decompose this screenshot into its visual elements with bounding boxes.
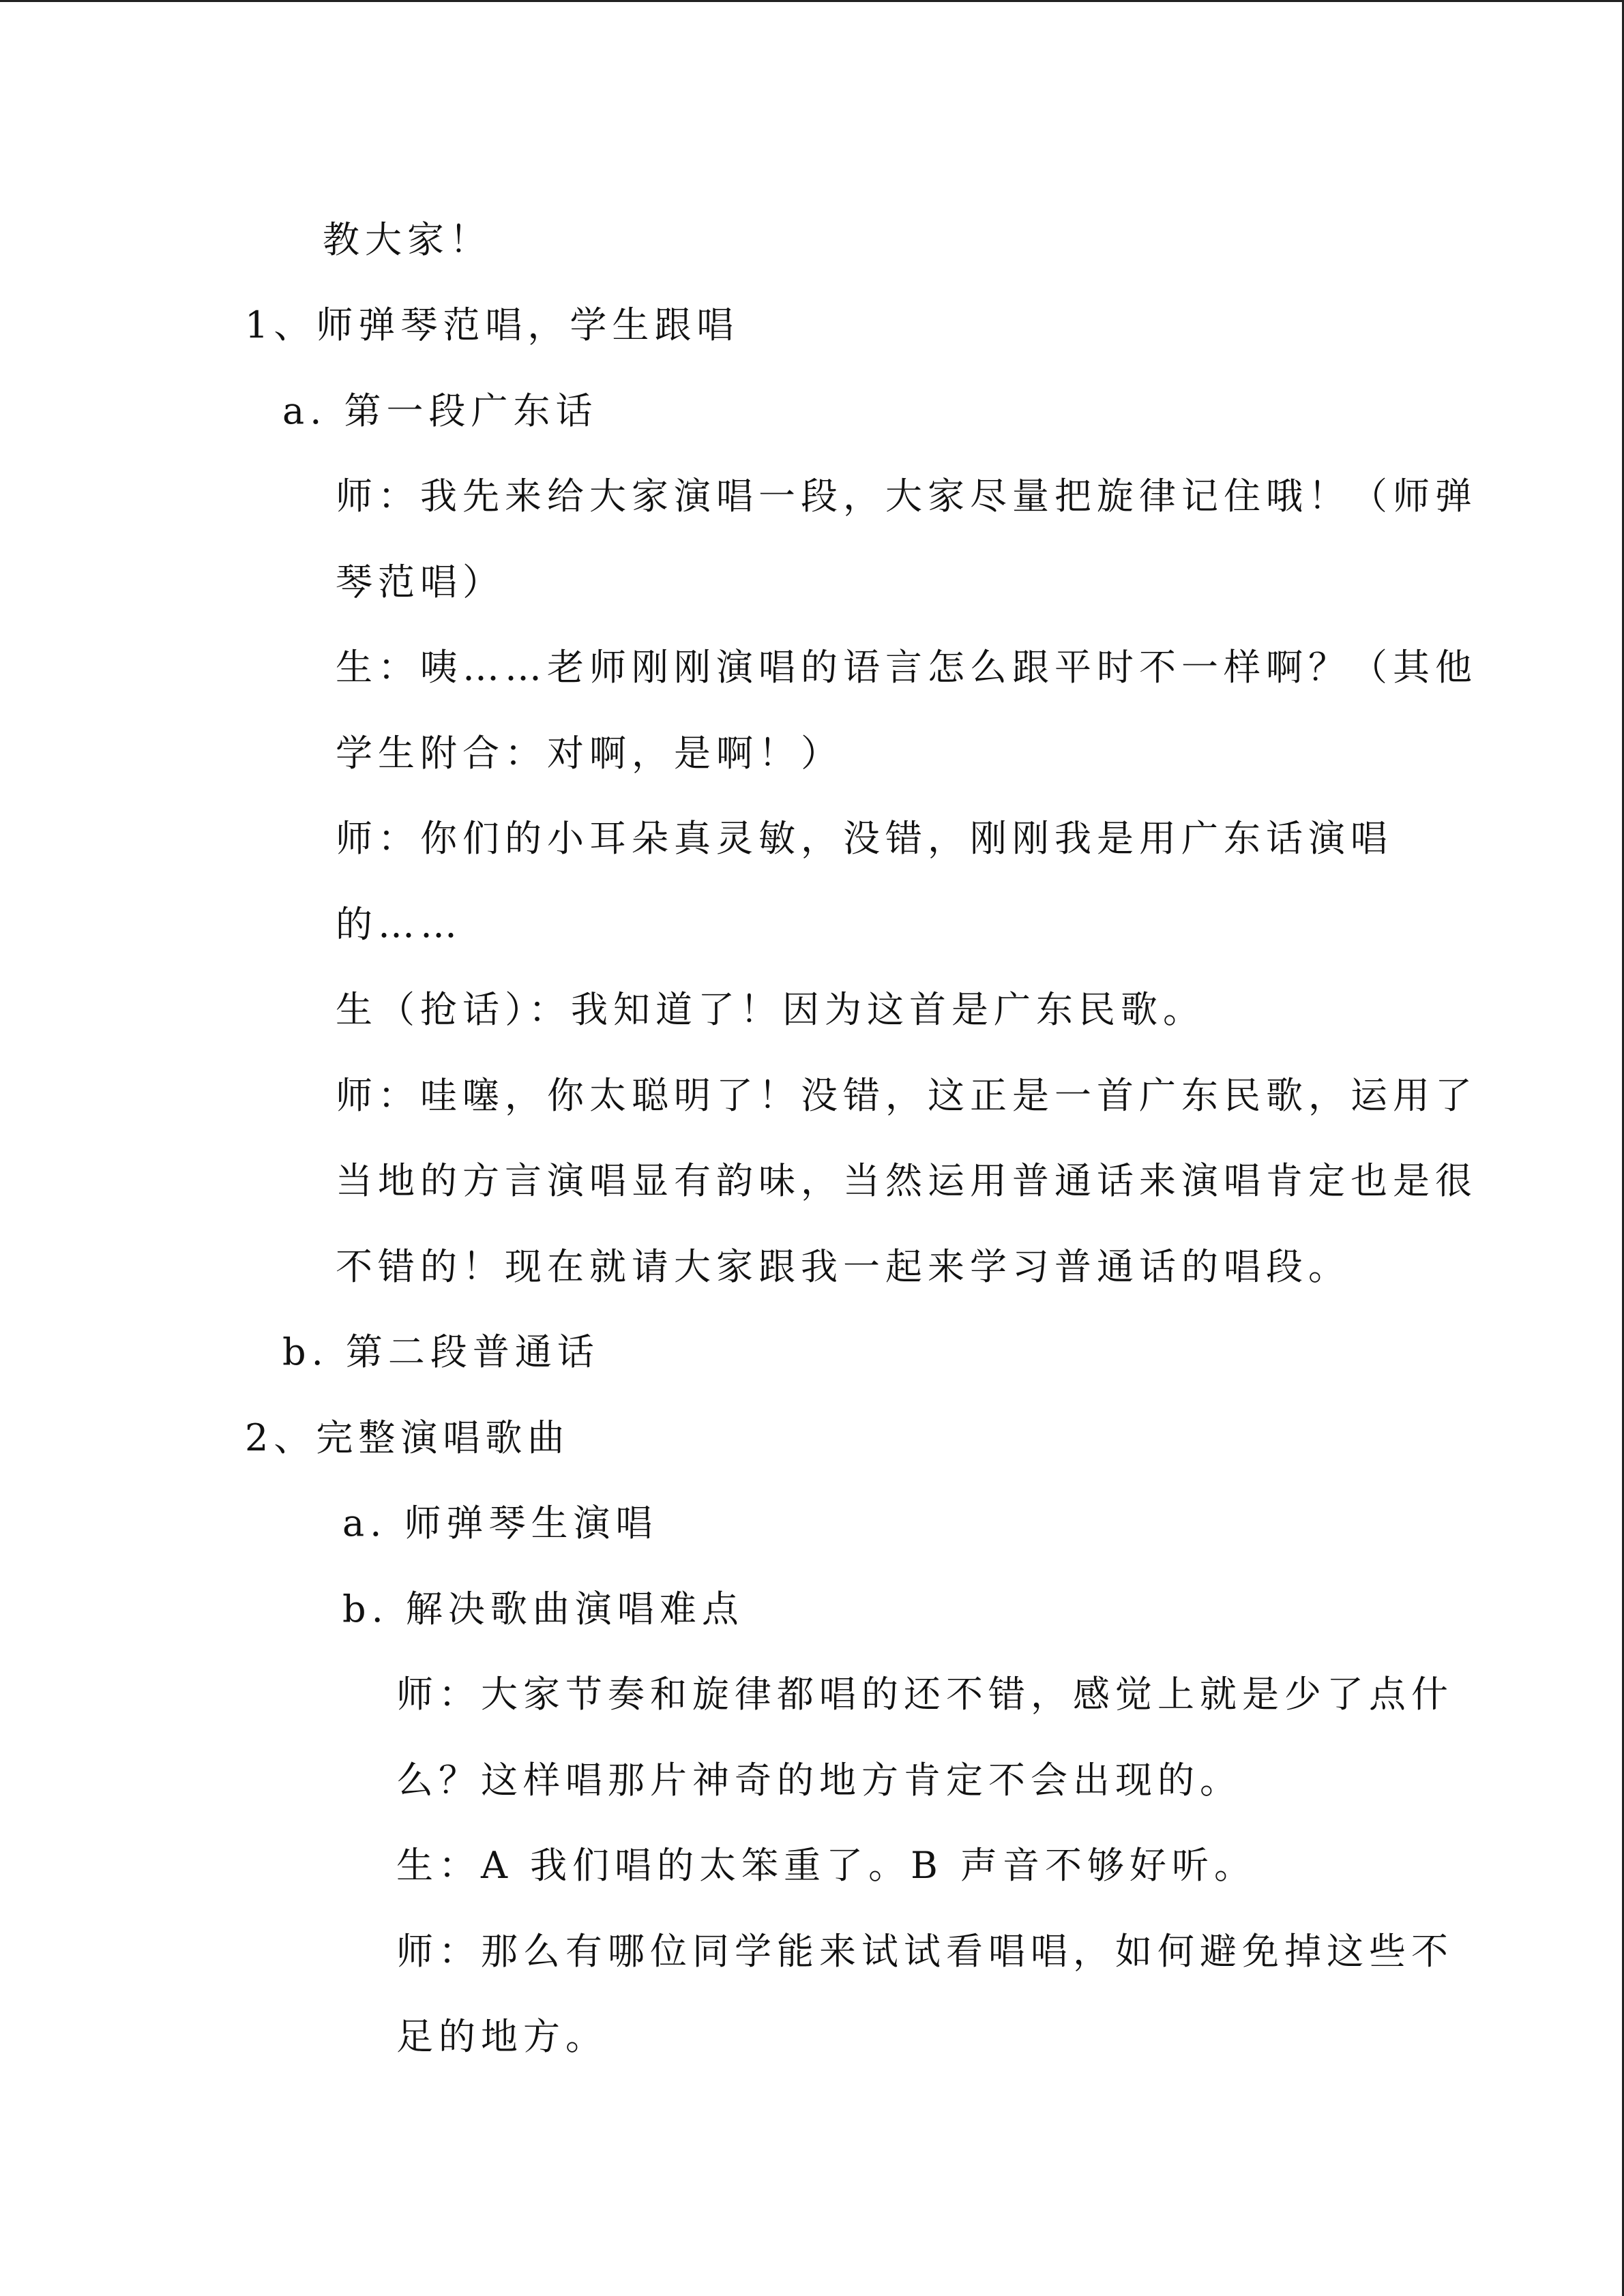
dialogue-line: 师：哇噻，你太聪明了！没错，这正是一首广东民歌，运用了 (336, 1074, 1477, 1117)
subsection-heading: a. 师弹琴生演唱 (342, 1502, 658, 1545)
text-line: 教大家！ (323, 218, 492, 261)
dialogue-line: 当地的方言演唱显有韵味，当然运用普通话来演唱肯定也是很 (336, 1159, 1477, 1202)
dialogue-line: 琴范唱） (336, 561, 505, 603)
dialogue-line: 师：我先来给大家演唱一段，大家尽量把旋律记住哦！（师弹 (336, 475, 1477, 518)
dialogue-line: 师：大家节奏和旋律都唱的还不错，感觉上就是少了点什 (396, 1673, 1453, 1716)
subsection-heading: a. 第一段广东话 (282, 389, 598, 432)
dialogue-line: 学生附合：对啊，是啊！） (336, 732, 843, 775)
section-heading: 2、完整演唱歌曲 (245, 1416, 570, 1459)
dialogue-line: 不错的！现在就请大家跟我一起来学习普通话的唱段。 (336, 1245, 1350, 1288)
dialogue-line: 么？这样唱那片神奇的地方肯定不会出现的。 (396, 1759, 1242, 1802)
dialogue-line: 师：你们的小耳朵真灵敏，没错，刚刚我是用广东话演唱 (336, 817, 1393, 860)
subsection-heading: b. 第二段普通话 (282, 1330, 600, 1373)
dialogue-line: 的…… (336, 903, 462, 946)
dialogue-line: 师：那么有哪位同学能来试试看唱唱，如何避免掉这些不 (396, 1930, 1453, 1973)
dialogue-line: 足的地方。 (396, 2015, 608, 2058)
dialogue-line: 生：咦……老师刚刚演唱的语言怎么跟平时不一样啊？（其他 (336, 646, 1477, 689)
subsection-heading: b. 解决歌曲演唱难点 (342, 1587, 744, 1630)
section-heading: 1、师弹琴范唱，学生跟唱 (245, 303, 739, 346)
dialogue-line: 生：A 我们唱的太笨重了。B 声音不够好听。 (396, 1844, 1257, 1887)
dialogue-line: 生（抢话）：我知道了！因为这首是广东民歌。 (336, 988, 1205, 1031)
